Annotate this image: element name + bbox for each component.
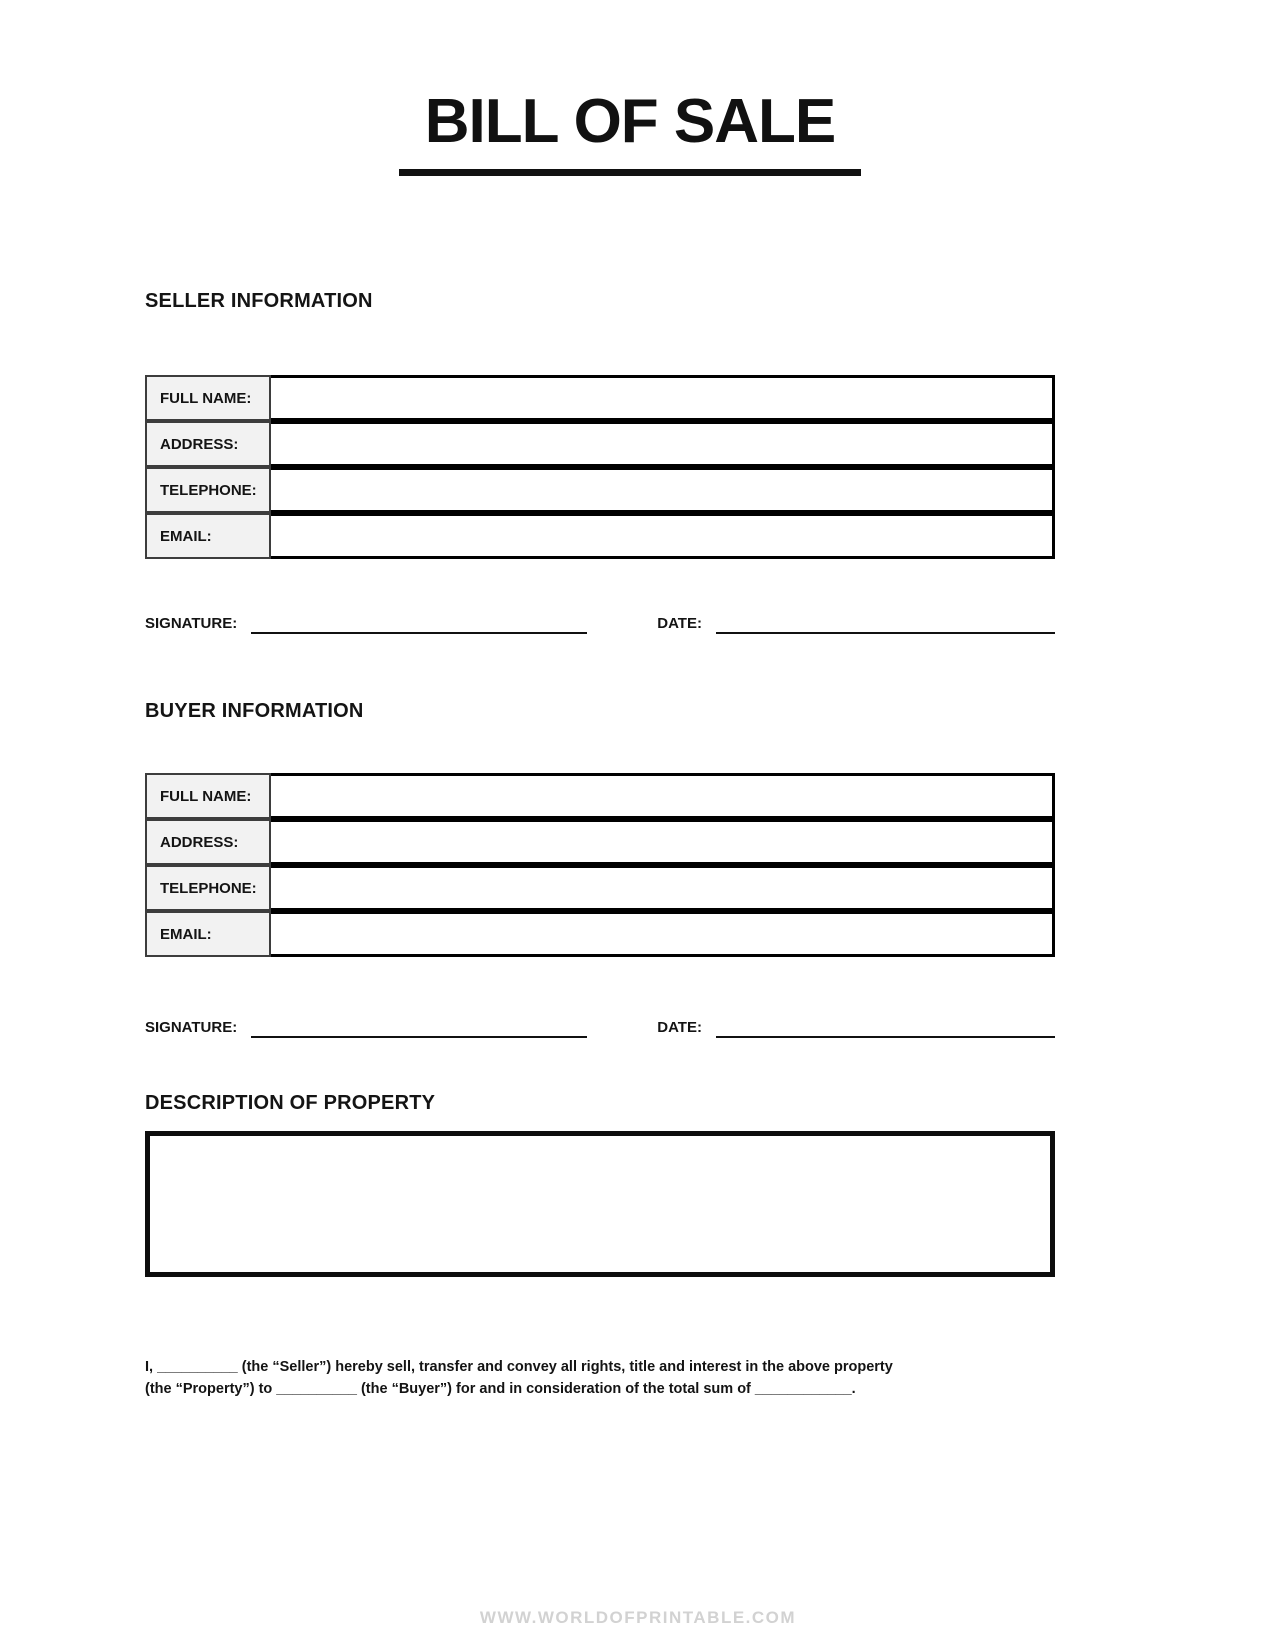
property-description-field[interactable] [145,1131,1055,1277]
agreement-line-1: I, __________ (the “Seller”) hereby sell, transfer and convey all rights, title and interest in the above property [145,1359,893,1375]
buyer-info-table [145,773,1055,957]
buyer-date-label: DATE: [657,1019,702,1036]
footer-website-text: WWW.WORLDOFPRINTABLE.COM [479,1608,797,1627]
table-row [145,911,1055,957]
buyer-address-field[interactable] [271,819,1055,865]
seller-address-label: ADDRESS: [145,421,271,467]
buyer-address-label: ADDRESS: [145,819,271,865]
seller-date-label: DATE: [657,615,702,632]
agreement-paragraph [145,1356,1055,1400]
table-row [145,773,1055,819]
form-content [145,0,1055,1651]
seller-signature-row [145,612,1055,634]
seller-date-line[interactable] [716,612,1055,634]
seller-full-name-field[interactable] [271,375,1055,421]
agreement-line-2: (the “Property”) to __________ (the “Buyer”) for and in consideration of the total sum of ____________. [145,1381,856,1397]
seller-address-field[interactable] [271,421,1055,467]
buyer-section-heading: BUYER INFORMATION [145,700,364,722]
seller-section-heading: SELLER INFORMATION [145,290,373,312]
seller-telephone-field[interactable] [271,467,1055,513]
table-row [145,865,1055,911]
seller-signature-line[interactable] [251,612,587,634]
table-row [145,819,1055,865]
buyer-signature-line[interactable] [251,1016,587,1038]
table-row [145,467,1055,513]
buyer-signature-label: SIGNATURE: [145,1019,238,1036]
property-section-heading: DESCRIPTION OF PROPERTY [145,1092,436,1114]
buyer-email-label: EMAIL: [145,911,271,957]
table-row [145,375,1055,421]
buyer-full-name-field[interactable] [271,773,1055,819]
table-row [145,513,1055,559]
buyer-full-name-label: FULL NAME: [145,773,271,819]
buyer-telephone-field[interactable] [271,865,1055,911]
seller-email-label: EMAIL: [145,513,271,559]
buyer-telephone-label: TELEPHONE: [145,865,271,911]
seller-email-field[interactable] [271,513,1055,559]
seller-telephone-label: TELEPHONE: [145,467,271,513]
seller-info-table [145,375,1055,559]
seller-signature-label: SIGNATURE: [145,615,238,632]
buyer-email-field[interactable] [271,911,1055,957]
buyer-signature-row [145,1016,1055,1038]
page-title: BILL OF SALE [424,87,836,156]
seller-full-name-label: FULL NAME: [145,375,271,421]
table-row [145,421,1055,467]
buyer-date-line[interactable] [716,1016,1055,1038]
